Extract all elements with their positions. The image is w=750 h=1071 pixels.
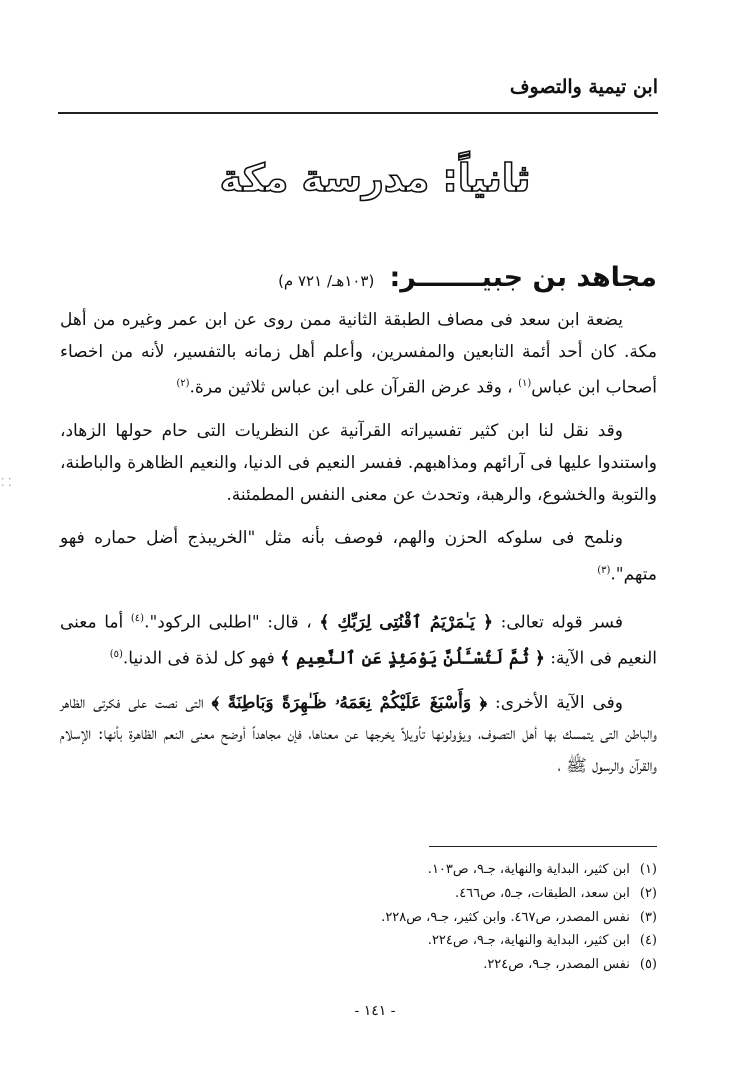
footnote-item xyxy=(60,953,657,977)
footnote-ref: (٣) xyxy=(597,564,611,576)
body-text xyxy=(60,305,657,794)
scan-artifact: ⁚ ⁚ xyxy=(1,476,12,489)
person-heading xyxy=(278,262,657,293)
footnote-ref: (٢) xyxy=(176,378,190,390)
paragraph-text: يضعة ابن سعد فى مصاف الطبقة الثانية ممن روى عن ابن عمر وغيره من أهل مكة. كان أحد أئمة التابعين والمفسرين، وأعلم أهل زمانه بالتفسير، لأنه من اخصاء أصحاب ابن عباس xyxy=(60,310,657,398)
section-title: ثانياً: مدرسة مكة xyxy=(219,156,531,200)
paragraph-text: فسر قوله تعالى: xyxy=(493,612,623,633)
person-name: مجاهد بن جبيـــــــر: xyxy=(389,262,657,293)
footnote-number: (٢) xyxy=(639,885,657,901)
running-header: ابن تيمية والتصوف xyxy=(509,76,658,98)
footnote-ref: (١) xyxy=(518,378,532,390)
paragraph-3 xyxy=(60,523,657,591)
paragraph-text: وفى الآية الأخرى: xyxy=(487,692,624,713)
quran-quote: ﴿ وَأَسْبَغَ عَلَيْكُمْ نِعَمَهُۥ ظَـٰهِرَةً وَبَاطِنَةً ﴾ xyxy=(211,692,488,713)
paragraph-text: التى نصت على فكرتى الظاهر والباطن التى يتمسك بها أهل التصوف، ويؤولونها تأويلاً يخرجها عن معناها، فإن مجاهداً أوضح معنى النعم الظاهرة بأنها: الإسلام والقرآن والرسول ﷺ ، xyxy=(60,692,657,776)
footnote-number: (٥) xyxy=(639,957,657,973)
footnote-ref: (٥) xyxy=(109,649,123,661)
header-rule xyxy=(58,112,658,114)
page-number: - ١٤١ - xyxy=(354,1003,396,1019)
person-dates: (١٠٣هـ/ ٧٢١ م) xyxy=(278,272,375,290)
footnote-text: ابن كثير، البداية والنهاية، جـ٩، ص٢٢٤. xyxy=(427,933,630,949)
paragraph-text: ونلمح فى سلوكه الحزن والهم، فوصف بأنه مثل "الخريبذج أضل حماره فهو متهم". xyxy=(60,528,657,585)
footnote-text: ابن كثير، البداية والنهاية، جـ٩، ص١٠٣. xyxy=(427,862,630,877)
paragraph-2 xyxy=(60,416,657,511)
footnote-item xyxy=(60,906,657,930)
footnote-item xyxy=(60,929,657,953)
quran-quote: ﴿ يَـٰمَرْيَمُ ٱقْنُتِى لِرَبِّكِ ﴾ xyxy=(319,612,494,633)
paragraph-text: ، قال: "اطلبى الركود". xyxy=(144,612,320,633)
footnote-number: (١) xyxy=(639,862,657,877)
footnote-item xyxy=(60,858,657,882)
footnote-text: نفس المصدر، جـ٩، ص٢٢٤. xyxy=(483,957,630,973)
footnote-number: (٣) xyxy=(639,909,657,925)
paragraph-text: وقد نقل لنا ابن كثير تفسيراته القرآنية عن النظريات التى حام حولها الزهاد، واستندوا عليها فى آرائهم ومذاهبهم. ففسر النعيم فى الدنيا، والنعيم الظاهرة والباطنة، والتوبة والخشوع، والرهبة، وتحدث عن معنى النفس المطمئنة. xyxy=(60,421,657,505)
paragraph-4 xyxy=(60,603,657,676)
footnote-number: (٤) xyxy=(639,933,657,949)
paragraph-text: ، وقد عرض القرآن على ابن عباس ثلاثين مرة. xyxy=(189,377,519,398)
paragraph-5 xyxy=(60,688,657,783)
footnote-ref: (٤) xyxy=(130,613,145,625)
footnote-rule xyxy=(429,846,657,847)
paragraph-text: فهو كل لذة فى الدنيا. xyxy=(122,648,281,669)
footnotes xyxy=(60,858,657,977)
footnote-text: نفس المصدر، ص٤٦٧. وابن كثير، جـ٩، ص٢٢٨. xyxy=(381,909,630,925)
quran-quote: ﴿ ثُمَّ لَتُسْـَٔلُنَّ يَوْمَئِذٍ عَنِ ٱلنَّعِيمِ ﴾ xyxy=(280,648,545,669)
paragraph-text: أما معنى النعيم فى الآية: xyxy=(60,612,657,669)
paragraph-1 xyxy=(60,305,657,404)
footnote-text: ابن سعد، الطبقات، جـ٥، ص٤٦٦. xyxy=(455,885,630,901)
footnote-item xyxy=(60,882,657,906)
